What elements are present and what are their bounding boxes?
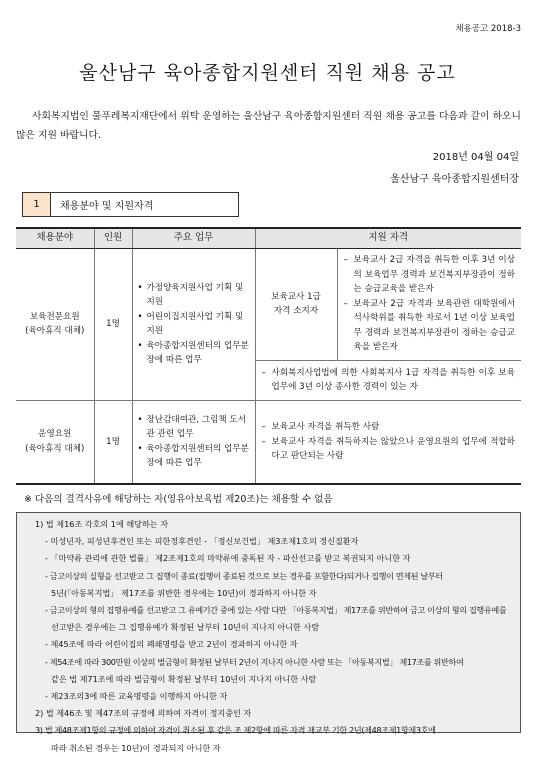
list-item: 3) 법 제48조제1항의 규정에 의하여 자격이 취소된 후 같은 조 제2항에 따른 자격 재교부 기한 2년(제48조제1항제3호에 — [35, 725, 436, 736]
notice-number: 채용공고 2018-3 — [455, 24, 521, 34]
field-cell — [16, 400, 94, 484]
list-item: - 제54조에 따라 300만원 이상의 벌금형이 확정된 날부터 2년이 지나지 아니한 사람 또는 「아동복지법」 제17조를 위반하여 — [45, 656, 464, 667]
list-item: 따라 취소된 경우는 10년)이 경과되지 아니한 자 — [51, 742, 221, 753]
qual-cell — [255, 400, 521, 484]
table-row — [16, 248, 521, 360]
header-duties: 주요 업무 — [132, 228, 255, 248]
list-item: • 육아종합지원센터의 업무분장에 따른 업무 — [138, 339, 251, 368]
issuing-organization: 울산남구 육아종합지원센터장 — [390, 174, 519, 185]
list-item: – 사회복지사업법에 의한 사회복지사 1급 자격을 취득한 이후 보육업무에 3년 이상 종사한 경력이 있는 자 — [262, 366, 516, 395]
header-qualification: 지원 자격 — [255, 228, 521, 248]
field-note: (육아휴직 대체) — [25, 326, 85, 336]
intro-paragraph: 사회복지법인 물푸레복지재단에서 위탁 운영하는 울산남구 육아종합지원센터 직원 채용 공고를 다음과 같이 하오니 많은 지원 바랍니다. — [16, 111, 521, 141]
section-header — [22, 192, 239, 217]
notice-date: 2018년 04월 04일 — [432, 152, 519, 163]
page-title: 울산남구 육아종합지원센터 직원 채용 공고 — [79, 62, 456, 84]
list-item: • 가정양육지원사업 기획 및 지원 — [138, 281, 251, 310]
qual-cell — [337, 248, 521, 360]
list-item: 같은 법 제71조에 따라 벌금형이 확정된 날부터 10년이 지나지 아니한 사람 — [51, 673, 317, 684]
field-name: 운영요원 — [38, 429, 72, 440]
list-item: - 금고이상의 형의 집행유예를 선고받고 그 유예기간 중에 있는 사람 다만 「아동복지법」 제17조를 위반하여 금고 이상의 형의 집행유예를 — [45, 605, 507, 616]
list-item: - 제45조에 따라 어린이집의 폐쇄명령을 받고 2년이 경과하지 아니한 자 — [45, 639, 298, 650]
table-header-row — [16, 228, 521, 248]
list-item: – 보육교사 2급 자격과 보육관련 대학원에서 석사학위를 취득한 자로서 1년 이상 보육업무 경력과 보건복지부장관이 정하는 승급교육을 받은자 — [344, 297, 516, 355]
list-item: 1) 법 제16조 각호의 1에 해당하는 자 — [35, 519, 169, 529]
count-cell: 1명 — [94, 400, 132, 484]
duties-cell — [132, 248, 255, 400]
list-item: 5년(「아동복지법」 제17조를 위반한 경우에는 10년)이 경과하지 아니한 자 — [51, 587, 317, 598]
header-field: 채용분야 — [16, 228, 94, 248]
disqualification-box — [16, 512, 521, 753]
list-item: 2) 법 제46조 및 제47조의 규정에 의하여 자격이 정지중인 자 — [35, 708, 252, 719]
list-item: • 장난감대여관, 그림책 도서관 관련 업무 — [138, 413, 251, 442]
disqualification-note: ※ 다음의 결격사유에 해당하는 자(영유아보육법 제20조)는 채용할 수 없음 — [24, 494, 333, 505]
list-item: 선고받은 경우에는 그 집행유예가 확정된 날부터 10년이 지나지 아니한 사람 — [51, 622, 320, 633]
list-item: - 제23조의3에 따른 교육명령을 이행하지 아니한 자 — [45, 691, 228, 702]
list-item: • 어린이집지원사업 기획 및 지원 — [138, 310, 251, 339]
list-item: • 육아종합지원센터의 업무분장에 따른 업무 — [138, 442, 251, 471]
list-item: - 금고이상의 실형을 선고받고 그 집행이 종료(집행이 종료된 것으로 보는 경우를 포함한다)되거나 집행이 면제된 날부터 — [45, 570, 443, 581]
qual-label: 보육교사 1급 — [271, 291, 321, 302]
qual-label-cell — [255, 248, 337, 360]
duties-cell — [132, 400, 255, 484]
recruitment-table — [16, 227, 521, 485]
field-note: (육아휴직 대체) — [25, 443, 85, 454]
section-title: 채용분야 및 지원자격 — [50, 192, 239, 217]
qual-extra-cell — [255, 360, 521, 400]
list-item: – 보육교사 자격을 취득하지는 않았으나 운영요원의 업무에 적합하다고 판단되는 사람 — [262, 435, 516, 464]
header-count: 인원 — [94, 228, 132, 248]
count-cell: 1명 — [94, 248, 132, 400]
section-number: 1 — [22, 192, 50, 217]
field-cell — [16, 248, 94, 400]
list-item: – 보육교사 자격을 취득한 사람 — [262, 420, 516, 435]
qual-label: 자격 소지자 — [273, 306, 319, 316]
list-item: - 「마약류 관리에 관한 법률」 제2조제1호의 마약류에 중독된 자 - 파산선고를 받고 복권되지 아니한 자 — [45, 553, 411, 564]
table-row — [16, 400, 521, 484]
list-item: - 미성년자, 피성년후견인 또는 피한정후견인 - 「정신보건법」 제3조제1호의 정신질환자 — [45, 536, 359, 547]
list-item: – 보육교사 2급 자격을 취득한 이후 3년 이상의 보육업무 경력과 보건복지부장관이 정하는 승급교육을 받은자 — [344, 253, 516, 297]
field-name: 보육전문요원 — [29, 311, 80, 322]
